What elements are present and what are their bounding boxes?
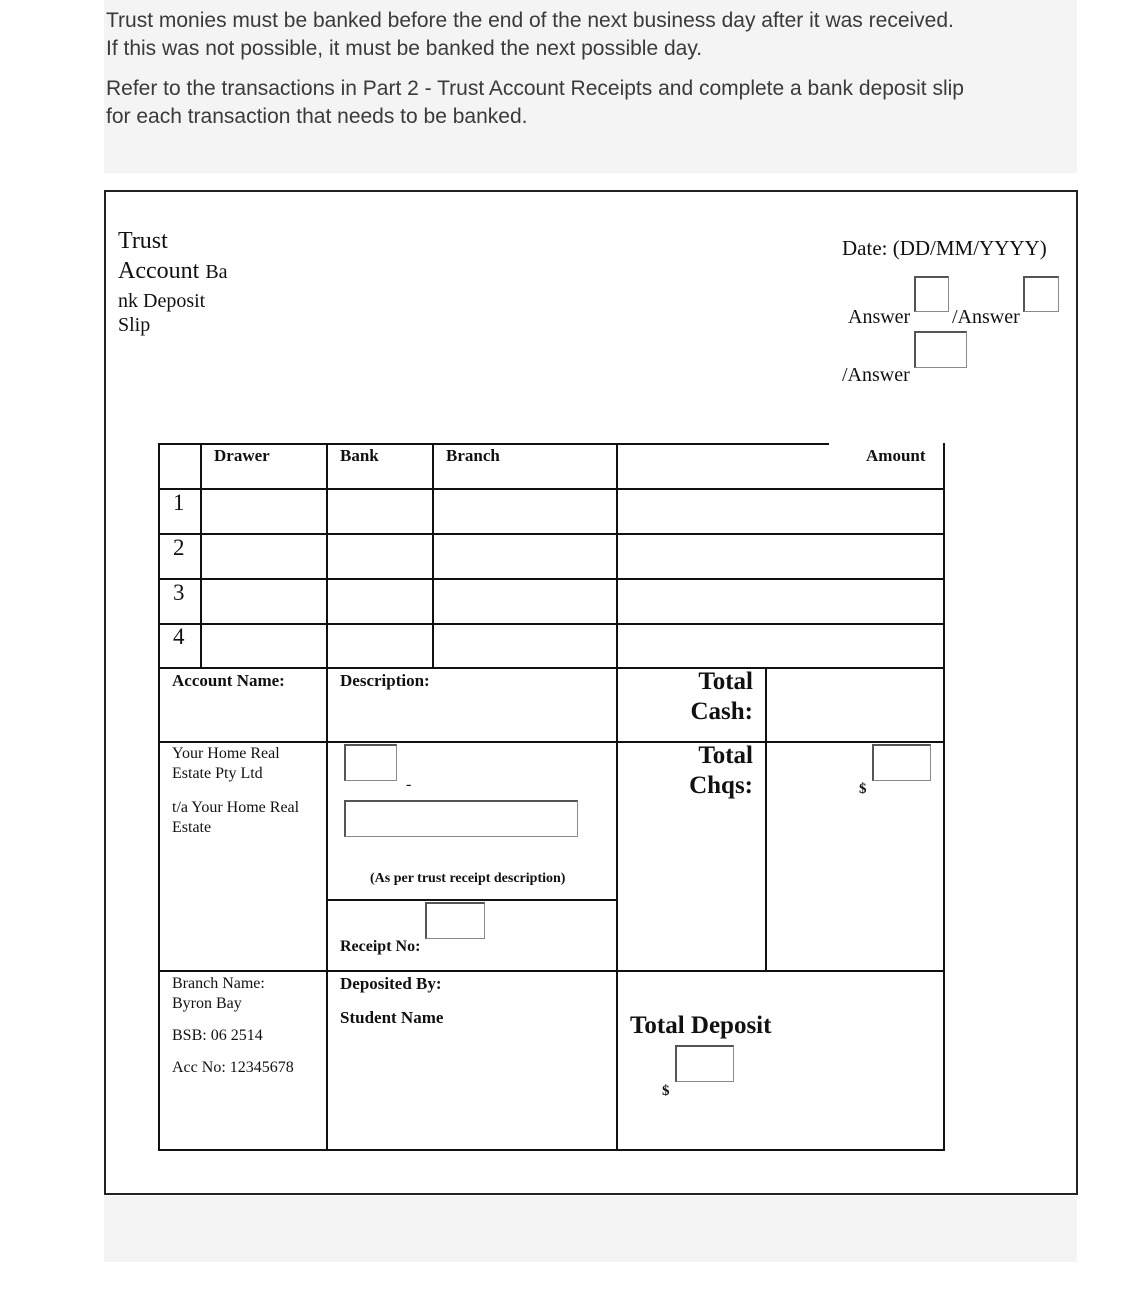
total-deposit-label: Total Deposit xyxy=(630,1012,772,1039)
account-name-line: Your Home Real xyxy=(172,745,280,762)
account-name-line: t/a Your Home Real xyxy=(172,799,300,816)
branch-info xyxy=(172,974,294,1078)
grid-line xyxy=(158,1149,945,1151)
grid-line xyxy=(326,443,328,1151)
description-code-input[interactable] xyxy=(344,744,397,781)
grid-line xyxy=(158,578,945,580)
total-cash-label-line: Total xyxy=(698,668,753,695)
account-name-label: Account Name: xyxy=(172,671,285,690)
row-number: 2 xyxy=(173,535,185,560)
grid-line xyxy=(158,741,945,743)
slip-title-line: Trust xyxy=(118,228,168,254)
dollar-sign: $ xyxy=(859,781,867,797)
total-chqs-label-line: Chqs: xyxy=(689,772,753,799)
answer-label: Answer xyxy=(848,306,911,328)
grid-line xyxy=(765,667,767,972)
instruction-line: If this was not possible, it must be banked the next possible day. xyxy=(106,37,703,60)
deposited-by-label: Deposited By: xyxy=(340,974,442,993)
column-header-branch: Branch xyxy=(446,446,500,465)
grid-line xyxy=(158,488,945,490)
slip-title-word: Account xyxy=(118,258,200,284)
answer-label: /Answer xyxy=(952,306,1020,328)
instruction-line: Trust monies must be banked before the end of the next business day after it was received. xyxy=(106,9,954,32)
slip-title-line: Slip xyxy=(118,314,151,336)
slip-title-word: Ba xyxy=(205,261,228,283)
bsb-value: BSB: 06 2514 xyxy=(172,1027,263,1044)
date-label: Date: (DD/MM/YYYY) xyxy=(842,236,1047,260)
account-name-line: Estate xyxy=(172,819,212,836)
total-cash-label-line: Cash: xyxy=(690,698,753,725)
instruction-line: Refer to the transactions in Part 2 - Trust Account Receipts and complete a bank deposit slip xyxy=(106,77,964,100)
account-number-value: Acc No: 12345678 xyxy=(172,1059,294,1076)
grid-line xyxy=(158,443,160,1151)
bottom-panel xyxy=(104,1196,1077,1262)
grid-line xyxy=(432,443,434,669)
account-name-line: Estate Pty Ltd xyxy=(172,765,263,782)
grid-line xyxy=(158,667,945,669)
branch-name-label: Branch Name: xyxy=(172,975,265,992)
total-cheques-input[interactable] xyxy=(872,744,931,781)
total-cash-label xyxy=(616,667,753,727)
description-dash: - xyxy=(406,776,412,793)
row-number: 1 xyxy=(173,490,185,515)
row-number: 4 xyxy=(173,624,185,649)
account-name-value xyxy=(172,744,299,838)
receipt-number-input[interactable] xyxy=(425,902,485,939)
receipt-no-label: Receipt No: xyxy=(340,938,421,955)
slip-title-line: nk Deposit xyxy=(118,290,206,312)
instructions-panel xyxy=(104,0,1077,173)
grid-line xyxy=(158,623,945,625)
row-number: 3 xyxy=(173,580,185,605)
instruction-line: for each transaction that needs to be banked. xyxy=(106,105,528,128)
date-year-input[interactable] xyxy=(914,331,967,368)
slip-title-line xyxy=(118,258,228,285)
total-deposit-input[interactable] xyxy=(675,1045,734,1082)
grid-line xyxy=(943,443,945,1151)
column-header-drawer: Drawer xyxy=(214,446,270,465)
grid-line xyxy=(158,443,829,445)
student-name: Student Name xyxy=(340,1008,444,1027)
total-chqs-label xyxy=(616,741,753,801)
total-chqs-label-line: Total xyxy=(698,742,753,769)
grid-line xyxy=(158,970,945,972)
grid-line xyxy=(200,443,202,669)
description-note: (As per trust receipt description) xyxy=(370,871,566,886)
grid-line xyxy=(327,899,618,901)
branch-name-value: Byron Bay xyxy=(172,995,242,1012)
dollar-sign: $ xyxy=(662,1083,670,1099)
description-label: Description: xyxy=(340,671,430,690)
date-day-input[interactable] xyxy=(914,276,949,312)
column-header-amount: Amount xyxy=(866,446,926,465)
column-header-bank: Bank xyxy=(340,446,379,465)
answer-label: /Answer xyxy=(842,364,910,386)
date-month-input[interactable] xyxy=(1023,276,1059,312)
grid-line xyxy=(158,533,945,535)
description-text-input[interactable] xyxy=(344,800,578,837)
